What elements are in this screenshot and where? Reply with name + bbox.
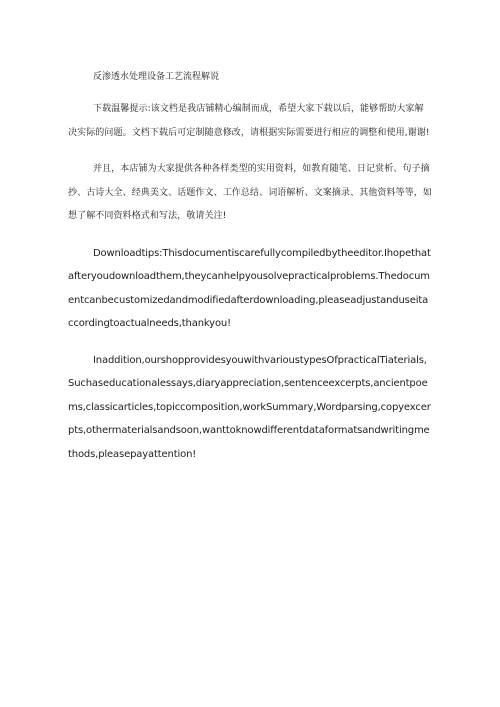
document-title: 反渗透水处理设备工艺流程解说 [93,72,220,82]
paragraph-download-tips-cn: 下载温馨提示:该文档是我店铺精心编制而成，希望大家下载以后，能够帮助大家解决实际的问题。文档下载后可定制随意修改，请根据实际需要进行相应的调整和使用,谢谢! [68,104,430,138]
paragraph-download-tips-en: Downloadtips:Thisdocumentiscarefullycompiledbytheeditor.Ihopethatafteryoudownloadthem,theycanhelpyousolvepracticalproblems.Thedocumentcanbecustomizedandmodifiedafterdownloading,pleaseadjustanduseitaccordingtoactualneeds,thankyou! [68,247,431,329]
paragraph-shop-info-en: Inaddition,ourshopprovidesyouwithvarioustypesOfpracticalTiaterials,Suchaseducationalessays,diaryappreciation,sentenceexcerpts,ancientpoems,classicarticles,topiccomposition,workSummary,Wordparsing,copyexcerpts,othermaterialsandsoon,wanttoknowdifferentdataformatsandwritingmethods,pleasepayattention! [68,354,431,460]
paragraph-shop-info-cn: 并且，本店铺为大家提供各种各样类型的实用资料，如教育随笔、日记赏析、句子摘抄、古诗大全、经典美文、话题作文、工作总结、词语解析、文案摘录、其他资料等等，如想了解不同资料格式和写法，敬请关注! [68,164,433,221]
